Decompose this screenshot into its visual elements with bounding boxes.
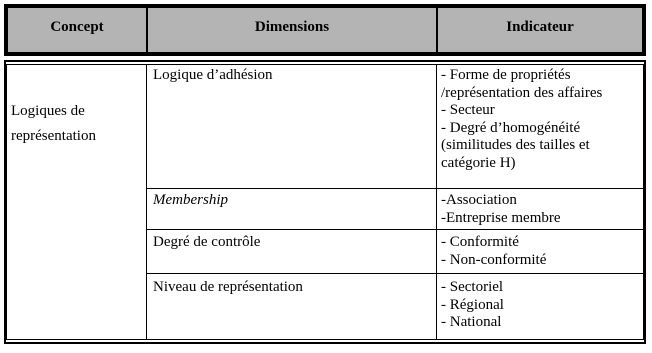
indicator-line: (similitudes des tailles et: [441, 137, 590, 153]
header-concept: Concept: [6, 6, 146, 54]
indicator-cell: [437, 65, 643, 188]
table-header: [6, 6, 644, 54]
table-body: [6, 64, 644, 340]
dimension-cell: Logique d’adhésion: [147, 65, 437, 188]
indicator-line: - Conformité: [441, 234, 519, 250]
indicator-line: - Régional: [441, 296, 504, 313]
indicator-cell: [437, 189, 643, 229]
indicator-line: - Degré d’homogénéité: [441, 119, 581, 136]
indicator-line: - Sectoriel: [441, 279, 504, 295]
indicator-line: - Non-conformité: [441, 251, 547, 268]
indicator-line: -Association: [441, 192, 517, 208]
header-indicateur: Indicateur: [436, 6, 644, 54]
concept-line-1: Logiques de: [11, 103, 85, 119]
indicator-cell: [437, 274, 643, 339]
indicator-line: - Secteur: [441, 102, 495, 118]
indicator-line: - National: [441, 314, 502, 330]
dimension-cell: Degré de contrôle: [147, 230, 437, 273]
table-row: [147, 189, 643, 230]
concept-label: [11, 99, 96, 149]
indicator-line: /représentation des affaires: [441, 84, 603, 101]
concept-line-2: représentation: [11, 128, 96, 144]
table-row: [147, 274, 643, 339]
indicator-line: catégorie H): [441, 154, 516, 171]
concept-cell: [7, 65, 147, 339]
header-dimensions: Dimensions: [146, 6, 436, 54]
table-row: [147, 230, 643, 274]
indicator-line: -Entreprise membre: [441, 209, 561, 226]
indicator-cell: [437, 230, 643, 273]
table-row: [147, 65, 643, 189]
dimension-cell: Niveau de représentation: [147, 274, 437, 339]
indicator-line: - Forme de propriétés: [441, 67, 571, 83]
dimension-cell: Membership: [147, 189, 437, 229]
